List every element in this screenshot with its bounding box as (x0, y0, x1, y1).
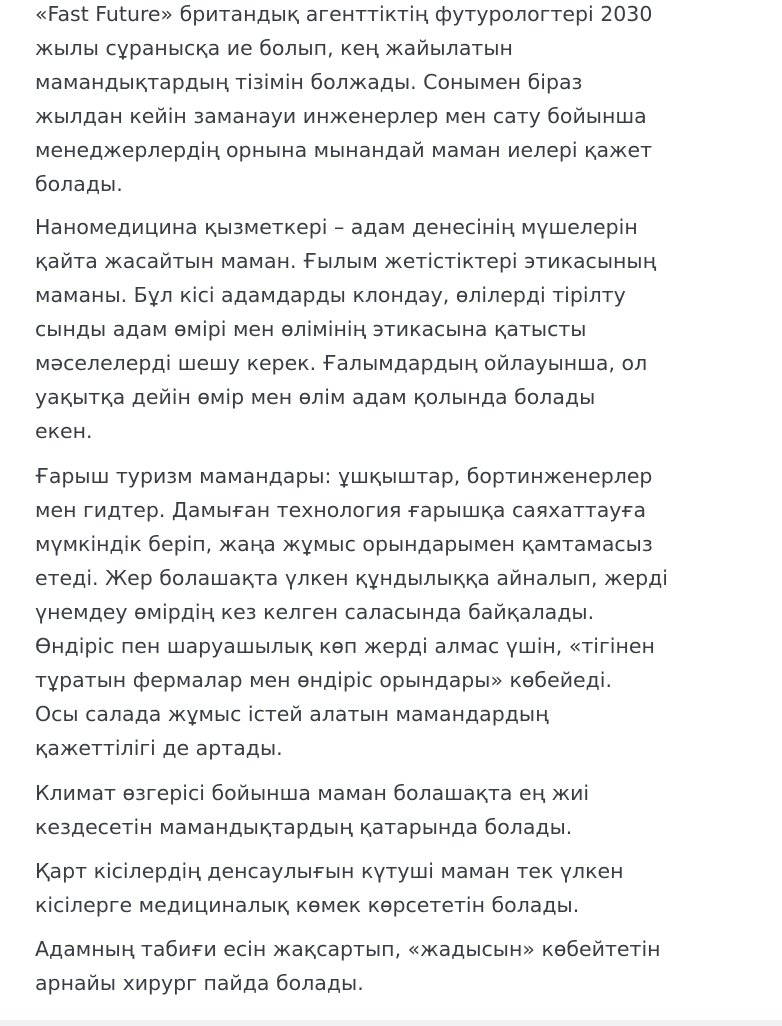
paragraph-1 (35, 0, 652, 201)
text-line: кісілерге медициналық көмек көрсететін болады. (35, 893, 580, 917)
text-line: қайта жасайтын маман. Ғылым жетістіктері этикасының (35, 249, 657, 273)
text-line: Өндіріс пен шаруашылық көп жерді алмас үшін, «тігінен (35, 634, 655, 658)
text-line: екен. (35, 419, 93, 443)
text-line: жылы сұранысқа ие болып, кең жайылатын (35, 36, 513, 60)
page-bottom-divider (0, 1020, 782, 1026)
text-line: кездесетін мамандықтардың қатарында болады. (35, 815, 573, 839)
paragraph-3 (35, 459, 668, 765)
text-line: сынды адам өмірі мен өлімінің этикасына қатысты (35, 317, 587, 341)
text-line: Ғарыш туризм мамандары: ұшқыштар, бортинженерлер (35, 464, 653, 488)
text-line: мәселелерді шешу керек. Ғалымдардың ойлауынша, ол (35, 351, 648, 375)
text-line: тұратын фермалар мен өндіріс орындары» көбейеді. (35, 668, 613, 692)
text-line: маманы. Бұл кісі адамдарды клондау, өлілерді тірілту (35, 283, 626, 307)
text-line: мен гидтер. Дамыған технология ғарышқа саяхаттауға (35, 498, 647, 522)
text-line: мүмкіндік беріп, жаңа жұмыс орындарымен қамтамасыз (35, 532, 653, 556)
text-line: «Fast Future» британдық агенттіктің футурологтері 2030 (35, 2, 653, 26)
text-line: Климат өзгерісі бойынша маман болашақта ең жиі (35, 781, 590, 805)
text-line: Наномедицина қызметкері – адам денесінің мүшелерін (35, 215, 638, 239)
paragraph-4 (35, 776, 589, 844)
text-line: етеді. Жер болашақта үлкен құндылыққа айналып, жерді (35, 566, 668, 590)
text-line: арнайы хирург пайда болады. (35, 971, 364, 995)
text-line: менеджерлердің орнына мынандай маман иелері қажет (35, 138, 653, 162)
text-line: мамандықтардың тізімін болжады. Сонымен біраз (35, 70, 583, 94)
text-line: уақытқа дейін өмір мен өлім адам қолында болады (35, 385, 596, 409)
text-line: қажеттілігі де артады. (35, 736, 283, 760)
text-line: үнемдеу өмірдің кез келген саласында байқалады. (35, 600, 595, 624)
paragraph-2 (35, 210, 656, 448)
text-line: Қарт кісілердің денсаулығын күтуші маман тек үлкен (35, 859, 624, 883)
text-line: жылдан кейін заманауи инженерлер мен сату бойынша (35, 104, 647, 128)
text-line: Адамның табиғи есін жақсартып, «жадысын» көбейтетін (35, 937, 661, 961)
paragraph-5 (35, 854, 624, 922)
paragraph-6 (35, 932, 661, 1000)
text-line: болады. (35, 172, 123, 196)
text-line: Осы салада жұмыс істей алатын мамандардың (35, 702, 549, 726)
